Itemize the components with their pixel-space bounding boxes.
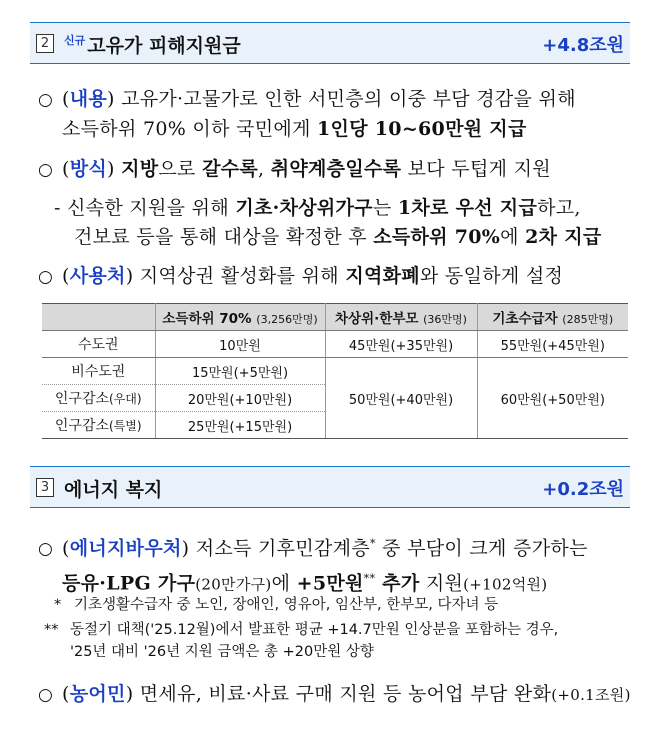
- sub-t4: 건보료 등을 통해 대상을 확정한 후: [74, 226, 374, 248]
- content-paragraph: [38, 85, 632, 144]
- footnote-mark: **: [363, 572, 376, 586]
- voucher-b3: 추가: [375, 572, 420, 595]
- support-table: [42, 303, 628, 439]
- header-sub: (3,256만명): [256, 313, 318, 326]
- usage-t2: 와 동일하게 설정: [419, 265, 564, 287]
- method-text2: ,: [258, 158, 271, 180]
- row-label-main: 인구감소: [54, 418, 110, 434]
- table-cell-merged: 60만원(+50만원): [477, 358, 628, 439]
- usage-t1: 지역상권 활성화를 위해: [133, 265, 346, 287]
- bullet: ○: [38, 267, 54, 287]
- paren-close: ): [107, 88, 115, 110]
- content-label: 내용: [69, 88, 108, 110]
- row-label: 수도권: [42, 331, 155, 358]
- sub-t5: 에: [500, 226, 526, 248]
- voucher-label: 에너지바우처: [69, 537, 182, 560]
- usage-paragraph: ○ (사용처) 지역상권 활성화를 위해 지역화폐와 동일하게 설정: [38, 262, 632, 292]
- table-cell: 45만원(+35만원): [325, 331, 477, 358]
- footnote-2: [44, 619, 634, 663]
- sub-t2: 는: [372, 197, 398, 219]
- table-header: [155, 304, 325, 331]
- footnote-text: 기초생활수급자 중 노인, 장애인, 영유아, 임산부, 한부모, 다자녀 등: [74, 597, 499, 613]
- bullet: ○: [38, 90, 54, 110]
- paren-open: (: [62, 88, 70, 110]
- header-main: 차상위·한부모: [335, 311, 419, 327]
- voucher-s2: (+102억원): [463, 575, 548, 594]
- section-title-text: 고유가 피해지원금: [87, 35, 241, 57]
- header-sub: (36만명): [423, 313, 467, 326]
- method-bold3: 취약계층일수록: [270, 158, 402, 180]
- footnote-text: 동절기 대책('25.12월)에서 발표한 평균 +14.7만원 인상분을 포함하는 경우,: [70, 622, 559, 638]
- sub-b4: 2차 지급: [525, 226, 602, 248]
- voucher-b1: 등유·LPG 가구: [62, 572, 196, 595]
- footnote-mark: **: [44, 622, 59, 638]
- section-header-3: [30, 466, 630, 508]
- row-label-sub: (특별): [109, 419, 142, 433]
- voucher-s1: (20만가구): [195, 575, 272, 594]
- content-line2: 소득하위 70% 이하 국민에게: [62, 118, 318, 140]
- sub-b3: 소득하위 70%: [373, 226, 501, 248]
- bullet: ○: [38, 685, 54, 705]
- header-main: 소득하위 70%: [162, 311, 252, 327]
- bullet: ○: [38, 160, 54, 180]
- footnote-mark: *: [369, 537, 376, 550]
- section-number: 2: [36, 34, 54, 53]
- voucher-t1: 저소득 기후민감계층: [189, 537, 370, 560]
- method-text3: 보다 두텁게 지원: [401, 158, 551, 180]
- section-amount: +0.2조원: [542, 479, 624, 500]
- voucher-t2: 중 부담이 크게 증가하는: [375, 537, 588, 560]
- row-label-main: 인구감소: [54, 391, 110, 407]
- sub-b2: 1차로 우선 지급: [397, 197, 538, 219]
- section-header-2: [30, 22, 630, 64]
- method-label: 방식: [69, 158, 108, 180]
- method-bold2: 갈수록: [202, 158, 259, 180]
- method-paragraph: ○ (방식) 지방으로 갈수록, 취약계층일수록 보다 두텁게 지원: [38, 155, 632, 185]
- row-label: [42, 385, 155, 412]
- footnote-1: [48, 594, 632, 616]
- row-label-sub: (우대): [109, 392, 142, 406]
- table-header-row: [42, 304, 628, 331]
- sub-t3: 하고,: [537, 197, 581, 219]
- usage-label: 사용처: [69, 265, 126, 287]
- section-amount: +4.8조원: [542, 35, 624, 56]
- section-title: [64, 31, 241, 58]
- new-tag: 신규: [64, 34, 86, 47]
- sub-t1: 신속한 지원을 위해: [60, 197, 236, 219]
- dash: -: [54, 197, 61, 219]
- section-title: 에너지 복지: [64, 479, 163, 501]
- table-cell: 55만원(+45만원): [477, 331, 628, 358]
- bullet: ○: [38, 539, 54, 560]
- table-header-empty: [42, 304, 155, 331]
- row-label: [42, 412, 155, 439]
- footnote-text-2: '25년 대비 '26년 지원 금액은 총 +20만원 상향: [70, 644, 374, 660]
- table-cell-merged: 50만원(+40만원): [325, 358, 477, 439]
- method-bold1: 지방: [121, 158, 159, 180]
- farmer-s1: (+0.1조원): [551, 686, 631, 704]
- farmer-paragraph: ○ (농어민) 면세유, 비료·사료 구매 지원 등 농어업 부담 완화(+0.1조원): [38, 680, 632, 710]
- header-sub: (285만명): [562, 313, 614, 326]
- table-cell: 10만원: [155, 331, 325, 358]
- header-main: 기초수급자: [492, 311, 558, 327]
- voucher-b2: +5만원: [296, 572, 364, 595]
- table-cell: 15만원(+5만원): [155, 358, 325, 385]
- content-line1: 고유가·고물가로 인한 서민층의 이중 부담 경감을 위해: [114, 88, 576, 110]
- method-sub-paragraph: [54, 194, 632, 252]
- table-header: [477, 304, 628, 331]
- table-row: [42, 358, 628, 385]
- farmer-label: 농어민: [69, 683, 126, 705]
- voucher-t3: 에: [271, 572, 297, 595]
- farmer-t1: 면세유, 비료·사료 구매 지원 등 농어업 부담 완화: [133, 683, 552, 705]
- row-label: 비수도권: [42, 358, 155, 385]
- table-header: [325, 304, 477, 331]
- table-cell: 25만원(+15만원): [155, 412, 325, 439]
- table-cell: 20만원(+10만원): [155, 385, 325, 412]
- sub-b1: 기초·차상위가구: [235, 197, 373, 219]
- section-number: 3: [36, 478, 54, 497]
- voucher-paragraph: ○ (에너지바우처) 저소득 기후민감계층* 중 부담이 크게 증가하는 등유·LPG 가구(20만가구)에 +5만원** 추가 지원(+102억원): [38, 537, 588, 595]
- footnote-mark: *: [54, 597, 62, 613]
- table-row: [42, 331, 628, 358]
- content-highlight: 1인당 10~60만원 지급: [317, 118, 527, 140]
- method-text1: 으로: [158, 158, 203, 180]
- usage-b1: 지역화폐: [345, 265, 420, 287]
- voucher-t4: 지원: [419, 572, 464, 595]
